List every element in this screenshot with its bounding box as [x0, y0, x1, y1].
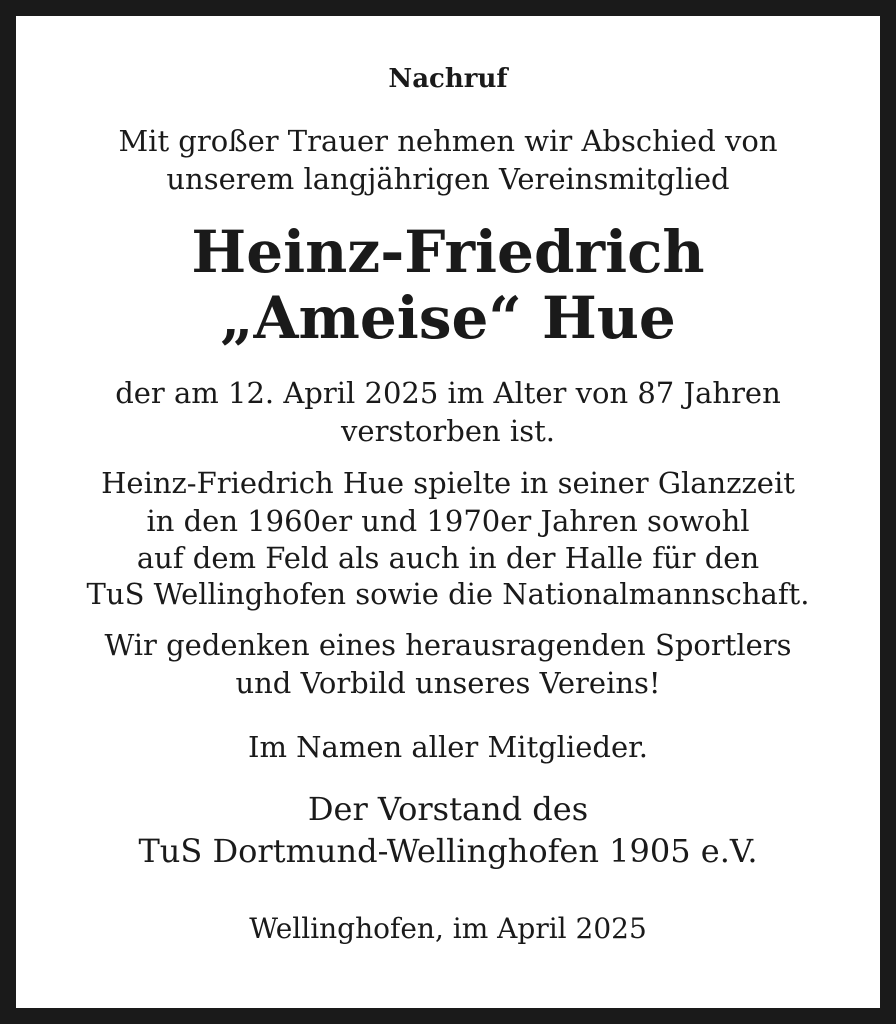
career-line-2: in den 1960er und 1970er Jahren sowohl: [146, 504, 750, 538]
deceased-name-line-2: „Ameise“ Hue: [220, 284, 676, 352]
career-line-1: Heinz-Friedrich Hue spielte in seiner Glanzzeit: [101, 466, 795, 500]
deceased-name-line-1: Heinz-Friedrich: [191, 218, 705, 286]
place-and-date: Wellinghofen, im April 2025: [249, 912, 647, 945]
obituary-notice: [16, 16, 880, 1008]
notice-heading: Nachruf: [388, 64, 508, 94]
career-line-3: auf dem Feld als auch in der Halle für den: [136, 541, 760, 575]
tribute-line-2: und Vorbild unseres Vereins!: [235, 666, 661, 700]
career-line-4: TuS Wellinghofen sowie die Nationalmannschaft.: [86, 577, 810, 611]
tribute-line-1: Wir gedenken eines herausragenden Sportlers: [104, 628, 792, 662]
signature-line-2: TuS Dortmund-Wellinghofen 1905 e.V.: [138, 832, 758, 870]
death-notice-line-2: verstorben ist.: [341, 414, 555, 448]
intro-line-1: Mit großer Trauer nehmen wir Abschied von: [118, 124, 778, 158]
members-note: Im Namen aller Mitglieder.: [248, 730, 648, 764]
death-notice-line-1: der am 12. April 2025 im Alter von 87 Jahren: [115, 376, 781, 410]
signature-line-1: Der Vorstand des: [307, 790, 589, 828]
intro-line-2: unserem langjährigen Vereinsmitglied: [166, 162, 730, 196]
